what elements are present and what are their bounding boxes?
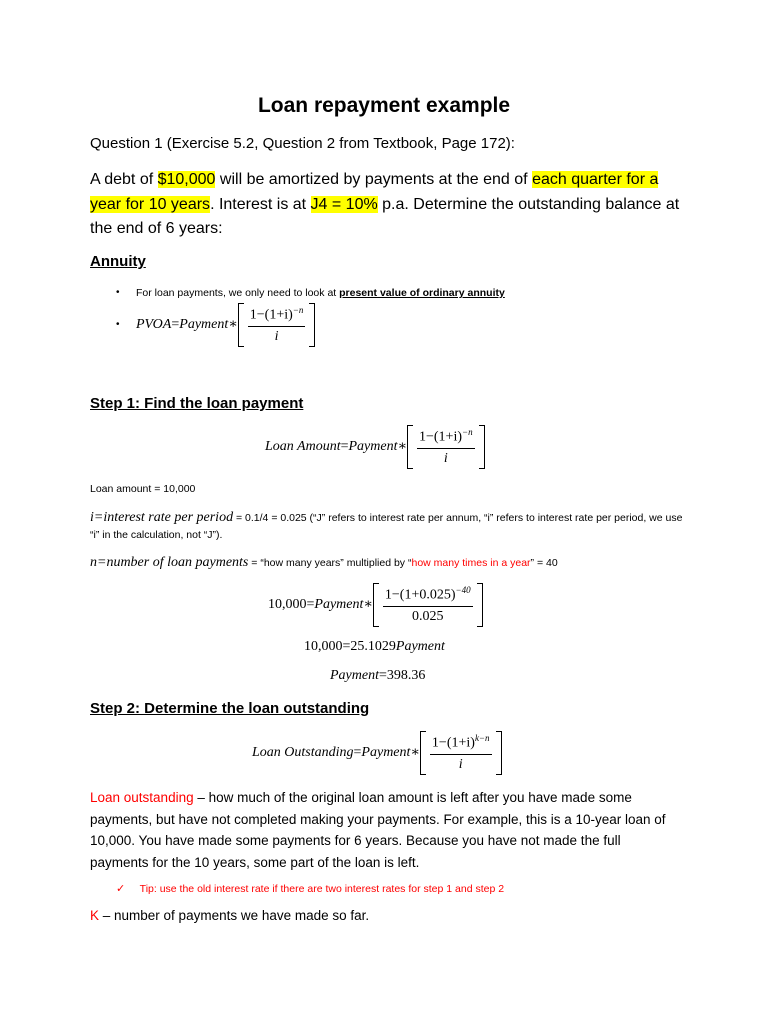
exponent: k−n xyxy=(474,733,490,743)
i-definition-text: = 0.1/4 = 0.025 (“J” refers to interest rate per annum, “i” refers to interest rate per period, we use “i” in the calculation, not “J”). xyxy=(90,512,683,541)
fraction-denominator: i xyxy=(443,450,448,466)
checkmark-icon: ✓ xyxy=(116,883,126,895)
exponent: −n xyxy=(462,427,473,437)
right-bracket xyxy=(479,425,485,469)
bracket-group xyxy=(407,425,485,469)
payment-symbol: Payment xyxy=(395,639,445,654)
loan-amount-symbol: Loan Amount xyxy=(265,438,341,454)
loan-outstanding-text: – how much of the original loan amount is left after you have made some payments, but have not completed making your payments. For example, this is a 10-year loan of 10,000. You have made some payments for 6 years. Because you have not made the full payments for the 10 years, some part of the loan is left. xyxy=(90,790,666,870)
fraction-numerator xyxy=(417,427,475,449)
n-definition-math: n=number of loan payments xyxy=(90,555,249,570)
question-heading: Question 1 (Exercise 5.2, Question 2 from Textbook, Page 172): xyxy=(90,135,515,152)
equals-sign: = xyxy=(378,668,387,683)
loan-outstanding-term: Loan outstanding xyxy=(90,790,194,805)
pvoa-formula xyxy=(136,303,315,347)
numerator-text: 1−(1+i) xyxy=(431,735,475,751)
fraction-denominator: i xyxy=(458,756,463,772)
n-definition-text-1: = “how many years” multiplied by “ xyxy=(248,557,412,569)
numerator-text: 1−(1+i) xyxy=(419,429,463,445)
equals-sign: = xyxy=(171,316,180,332)
right-bracket xyxy=(477,583,483,627)
n-definition xyxy=(90,555,558,571)
intro-text-1: A debt of xyxy=(90,171,158,188)
k-definition-text: – number of payments we have made so far. xyxy=(99,908,370,923)
right-bracket xyxy=(496,731,502,775)
loan-outstanding-paragraph xyxy=(90,787,680,873)
loan-outstanding-formula xyxy=(252,731,502,775)
highlight-frequency: each quarter for a year for 10 years xyxy=(90,171,659,213)
intro-text-2: will be amortized by payments at the end of xyxy=(215,171,533,188)
bullet-1-label: For loan payments, we only need to look at xyxy=(136,287,340,299)
n-definition-text-2: ” = 40 xyxy=(530,557,558,569)
pvoa-symbol: PVOA xyxy=(136,316,172,332)
equals-sign: = xyxy=(340,438,349,454)
result-line-2 xyxy=(330,668,425,684)
loan-outstanding-symbol: Loan Outstanding xyxy=(252,744,354,760)
multiply-sign: ∗ xyxy=(397,439,407,455)
intro-text-3: . Interest is at xyxy=(210,195,311,213)
bullet-2: • xyxy=(116,319,120,330)
payment-symbol: Payment xyxy=(348,438,398,454)
intro-text-4: p.a. Determine the outstanding balance at the end of 6 years: xyxy=(90,195,680,237)
n-definition-highlight: how many times in a year xyxy=(411,557,531,569)
result-lhs: 10,000 xyxy=(304,639,343,654)
bullet-1-text xyxy=(136,287,505,299)
problem-statement xyxy=(90,168,690,242)
calc-lhs: 10,000 xyxy=(268,596,307,612)
exponent: −n xyxy=(292,305,304,315)
payment-symbol: Payment xyxy=(330,668,379,683)
highlight-debt: $10,000 xyxy=(157,171,216,188)
k-definition xyxy=(90,908,369,923)
fraction-numerator xyxy=(248,305,306,327)
multiply-sign: ∗ xyxy=(410,745,420,761)
payment-symbol: Payment xyxy=(314,596,364,612)
exponent: −40 xyxy=(455,585,471,595)
numerator-text: 1−(1+i) xyxy=(249,307,293,323)
result-line-1 xyxy=(304,639,445,655)
equals-sign: = xyxy=(306,596,315,612)
i-definition xyxy=(90,509,690,544)
multiply-sign: ∗ xyxy=(363,597,373,613)
bullet-1: • xyxy=(116,287,120,298)
payment-symbol: Payment xyxy=(179,316,229,332)
fraction-denominator: i xyxy=(274,328,279,344)
loan-amount-line: Loan amount = 10,000 xyxy=(90,483,196,495)
fraction-numerator xyxy=(383,585,473,607)
right-bracket xyxy=(309,303,315,347)
equals-sign: = xyxy=(342,639,351,654)
multiply-sign: ∗ xyxy=(228,317,238,333)
step2-heading: Step 2: Determine the loan outstanding xyxy=(90,700,370,717)
payment-symbol: Payment xyxy=(361,744,411,760)
bracket-group xyxy=(373,583,483,627)
fraction xyxy=(244,303,310,347)
step1-heading: Step 1: Find the loan payment xyxy=(90,395,304,412)
tip-text: Tip: use the old interest rate if there are two interest rates for step 1 and step 2 xyxy=(139,883,505,895)
bullet-1-emphasis: present value of ordinary annuity xyxy=(339,287,505,299)
loan-amount-formula xyxy=(265,425,485,469)
annuity-heading: Annuity xyxy=(90,253,146,270)
payment-value: 398.36 xyxy=(386,668,426,683)
fraction xyxy=(379,583,477,627)
i-definition-math: i=interest rate per period xyxy=(90,510,234,525)
numerator-text: 1−(1+0.025) xyxy=(384,587,456,603)
fraction xyxy=(426,731,496,775)
bracket-group xyxy=(238,303,316,347)
tip-line xyxy=(116,879,504,897)
bracket-group xyxy=(420,731,502,775)
highlight-rate: J4 = 10% xyxy=(310,195,378,213)
fraction xyxy=(413,425,479,469)
page-title: Loan repayment example xyxy=(257,94,511,117)
fraction-denominator: 0.025 xyxy=(412,608,444,624)
k-symbol: K xyxy=(90,908,100,923)
calculation-formula xyxy=(268,583,483,627)
equals-sign: = xyxy=(353,744,362,760)
fraction-numerator xyxy=(430,733,492,755)
result-factor: 25.1029 xyxy=(350,639,396,654)
